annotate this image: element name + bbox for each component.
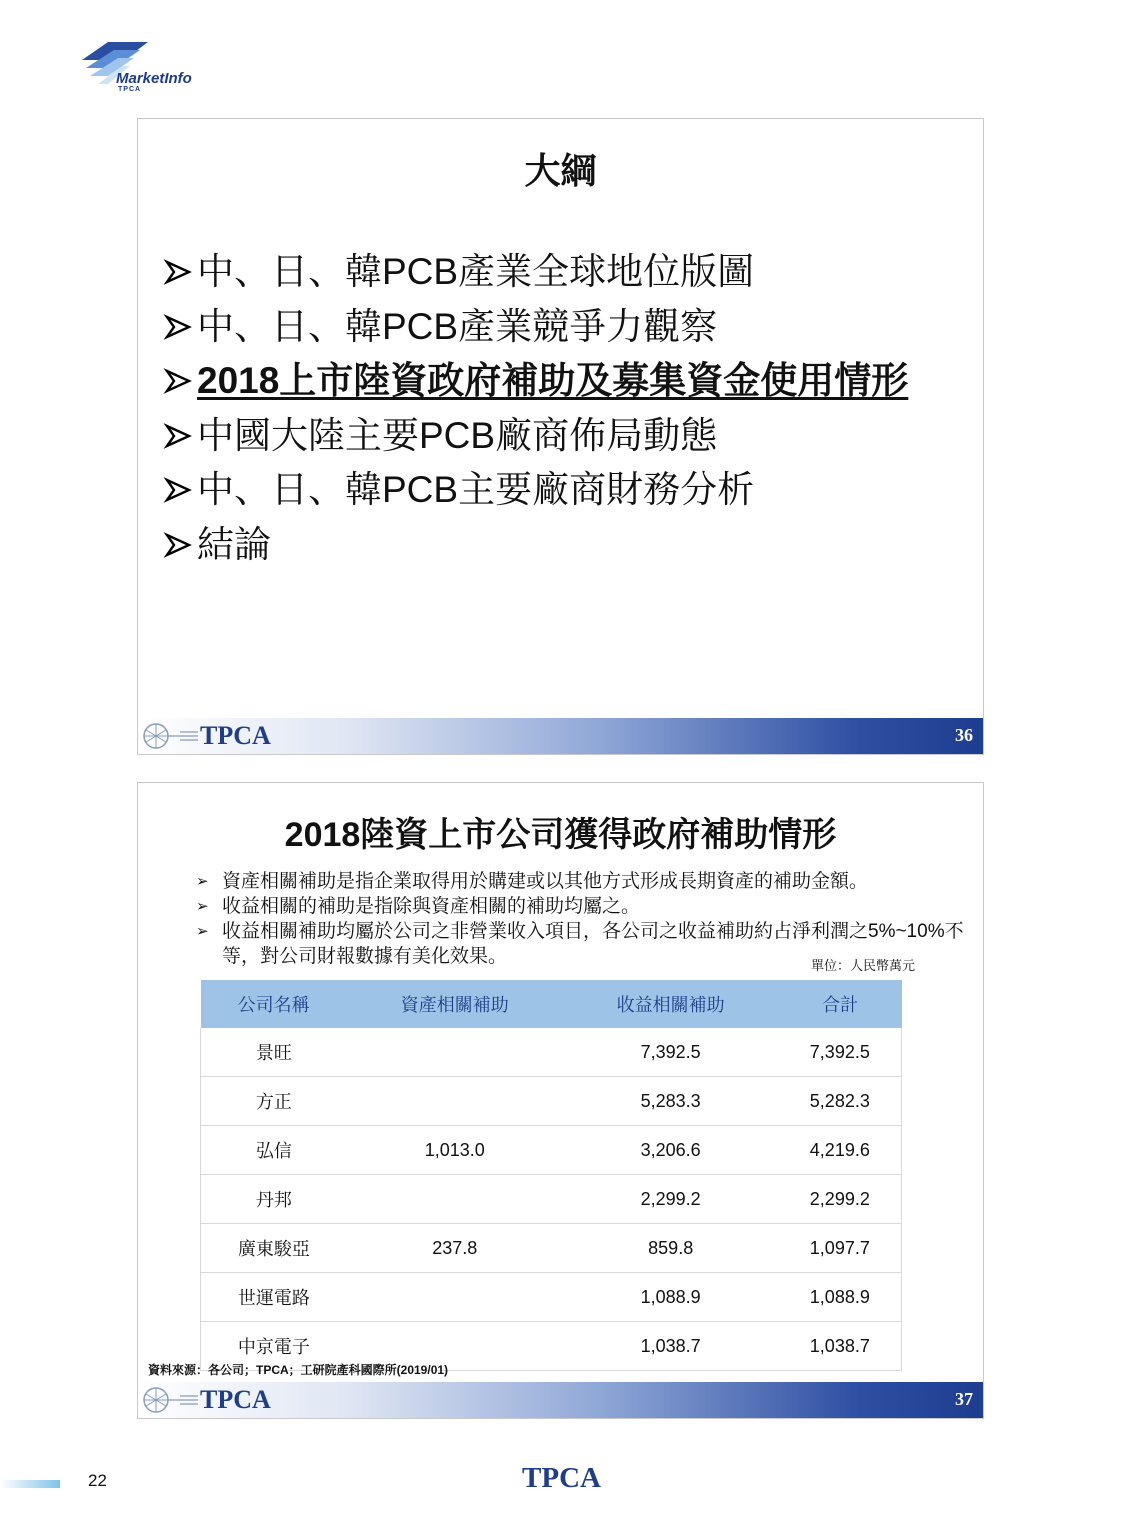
- table-row: [201, 1028, 902, 1077]
- unit-label: 單位：人民幣萬元: [810, 958, 915, 973]
- table-row: [201, 1175, 902, 1224]
- slide-title: 2018陸資上市公司獲得政府補助情形: [284, 816, 837, 854]
- footer-brand: TPCA: [200, 721, 271, 750]
- note-item: ➢ 資產相關補助是指企業取得用於購建或以其他方式形成長期資產的補助金額。: [196, 871, 869, 892]
- table-cell: 1,088.9: [563, 1273, 779, 1322]
- outline-item: 中、日、韓PCB產業競爭力觀察: [163, 300, 908, 355]
- arrow-bullet-icon: [163, 314, 193, 340]
- slide-footer-bar: [138, 718, 983, 754]
- arrow-bullet-icon: [163, 423, 193, 449]
- table-cell: 廣東駿亞: [201, 1224, 347, 1273]
- source-note: 資料來源：各公司；TPCA；工研院產科國際所(2019/01): [148, 1363, 449, 1377]
- table-cell: 5,282.3: [779, 1077, 902, 1126]
- subsidy-table: [200, 980, 902, 1371]
- outline-list: [163, 245, 908, 572]
- page-footer-brand: TPCA: [522, 1462, 601, 1494]
- table-cell: 1,013.0: [347, 1126, 563, 1175]
- table-cell: [347, 1175, 563, 1224]
- outline-item: 中、日、韓PCB產業全球地位版圖: [163, 245, 908, 300]
- outline-item: 中、日、韓PCB主要廠商財務分析: [163, 463, 908, 518]
- table-row: [201, 1273, 902, 1322]
- column-header: 合計: [779, 980, 902, 1028]
- table-cell: 1,097.7: [779, 1224, 902, 1273]
- table-cell: 1,088.9: [779, 1273, 902, 1322]
- table-cell: 2,299.2: [563, 1175, 779, 1224]
- table-cell: 1,038.7: [779, 1322, 902, 1371]
- slide-outline: [137, 118, 984, 755]
- arrow-bullet-icon: ➢: [196, 898, 209, 915]
- table-cell: 2,299.2: [779, 1175, 902, 1224]
- table-row: [201, 1224, 902, 1273]
- slide-page-number: 36: [955, 725, 973, 745]
- table-cell: [347, 1273, 563, 1322]
- page-number: 22: [88, 1471, 107, 1490]
- table-cell: 859.8: [563, 1224, 779, 1273]
- logo-subtitle: TPCA: [118, 86, 142, 93]
- table-header-row: [201, 980, 902, 1028]
- table-cell: 4,219.6: [779, 1126, 902, 1175]
- outline-item: 結論: [163, 518, 908, 573]
- logo-wordmark: MarketInfo: [116, 70, 192, 87]
- arrow-bullet-icon: ➢: [196, 923, 209, 940]
- table-cell: 方正: [201, 1077, 347, 1126]
- table-cell: 丹邦: [201, 1175, 347, 1224]
- slide-footer-bar: [138, 1382, 983, 1418]
- table-row: [201, 1077, 902, 1126]
- table-cell: 1,038.7: [563, 1322, 779, 1371]
- outline-item: 中國大陸主要PCB廠商佈局動態: [163, 409, 908, 464]
- table-cell: 7,392.5: [779, 1028, 902, 1077]
- circuit-tree-icon: [140, 1384, 200, 1416]
- arrow-bullet-icon: [163, 368, 193, 394]
- footer-brand: TPCA: [200, 1385, 271, 1414]
- table-cell: 景旺: [201, 1028, 347, 1077]
- arrow-bullet-icon: ➢: [196, 873, 209, 890]
- column-header: 收益相關補助: [563, 980, 779, 1028]
- notes-list: [196, 869, 966, 969]
- table-cell: 5,283.3: [563, 1077, 779, 1126]
- arrow-bullet-icon: [163, 477, 193, 503]
- column-header: 資產相關補助: [347, 980, 563, 1028]
- table-cell: [347, 1077, 563, 1126]
- table-cell: 中京電子: [201, 1322, 347, 1371]
- table-cell: 7,392.5: [563, 1028, 779, 1077]
- table-cell: 弘信: [201, 1126, 347, 1175]
- slide-title: 大綱: [524, 150, 597, 191]
- arrow-bullet-icon: [163, 259, 193, 285]
- arrow-bullet-icon: [163, 532, 193, 558]
- circuit-tree-icon: [140, 720, 200, 752]
- table-cell: [347, 1028, 563, 1077]
- slide-page-number: 37: [955, 1389, 973, 1409]
- outline-item-current: 2018上市陸資政府補助及募集資金使用情形: [163, 354, 908, 409]
- note-item: ➢ 收益相關的補助是指除與資產相關的補助均屬之。: [196, 896, 641, 917]
- slide-subsidy: [137, 782, 984, 1419]
- table-cell: 3,206.6: [563, 1126, 779, 1175]
- marketinfo-logo: [78, 38, 208, 98]
- table-cell: 世運電路: [201, 1273, 347, 1322]
- table-row: [201, 1126, 902, 1175]
- table-cell: 237.8: [347, 1224, 563, 1273]
- note-item: ➢ 收益相關補助均屬於公司之非營業收入項目，各公司之收益補助約占淨利潤之5%~10%不等，對公司財報數據有美化效果。: [196, 921, 964, 967]
- column-header: 公司名稱: [201, 980, 347, 1028]
